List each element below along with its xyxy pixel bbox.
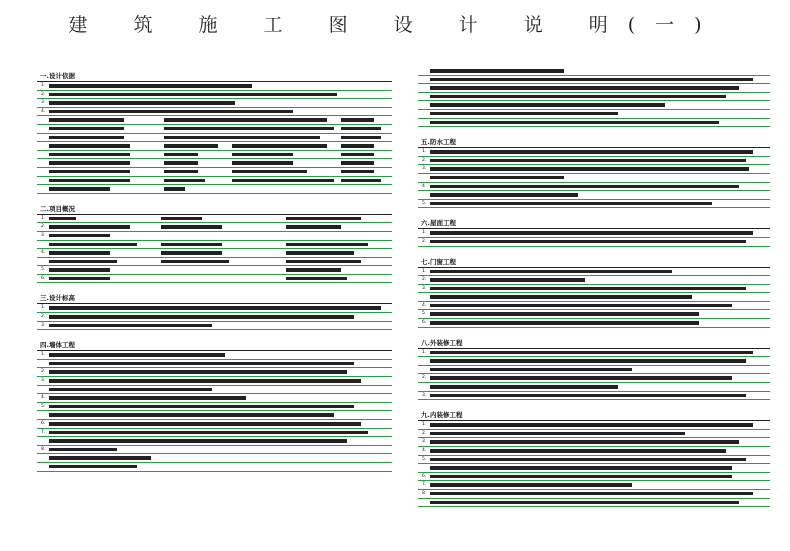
illegible-text-run: [49, 225, 130, 229]
text-line: [37, 108, 392, 117]
illegible-text-run: [161, 225, 222, 229]
illegible-text-run: [430, 240, 746, 244]
item-number: 1.: [422, 230, 427, 236]
item-number: 1.: [41, 352, 46, 358]
illegible-text-run: [49, 161, 130, 165]
section: [418, 65, 770, 127]
text-line: [37, 386, 392, 395]
illegible-text-run: [232, 170, 307, 174]
illegible-text-run: [430, 449, 726, 453]
illegible-text-run: [49, 110, 293, 114]
item-number: 2.: [422, 430, 427, 436]
item-number: 2.: [422, 157, 427, 163]
text-line: [418, 285, 770, 294]
text-line: [37, 241, 392, 250]
text-line: [37, 142, 392, 151]
text-line: [418, 238, 770, 247]
text-line: [37, 266, 392, 275]
text-line: [37, 99, 392, 108]
item-number: 3.: [422, 285, 427, 291]
item-number: 3.: [41, 232, 46, 238]
right-text-column: [418, 65, 770, 511]
illegible-text-run: [232, 136, 320, 140]
item-number: 1.: [422, 422, 427, 428]
illegible-text-run: [164, 118, 232, 122]
text-line: [418, 421, 770, 430]
section-heading: 九.内装修工程: [418, 409, 770, 421]
illegible-text-run: [430, 368, 632, 372]
text-line: [418, 93, 770, 102]
illegible-text-run: [430, 376, 732, 380]
illegible-text-run: [49, 306, 381, 310]
illegible-text-run: [286, 277, 347, 281]
illegible-text-run: [430, 295, 692, 299]
section-heading: 一.设计依据: [37, 70, 392, 82]
illegible-text-run: [286, 268, 340, 272]
text-line: [37, 159, 392, 168]
text-line: [418, 349, 770, 358]
section: [37, 70, 392, 194]
item-number: 6.: [41, 275, 46, 281]
illegible-text-run: [232, 118, 327, 122]
text-line: [418, 392, 770, 401]
section-heading: 四.墙体工程: [37, 339, 392, 351]
item-number: 4.: [422, 302, 427, 308]
section: [37, 292, 392, 330]
illegible-text-run: [286, 251, 354, 255]
text-line: [418, 293, 770, 302]
illegible-text-run: [430, 95, 726, 99]
illegible-text-run: [430, 103, 665, 107]
section-heading: 七.门窗工程: [418, 256, 770, 268]
text-line: [418, 148, 770, 157]
text-line: [37, 91, 392, 100]
text-line: [418, 183, 770, 192]
text-line: [37, 134, 392, 143]
item-number: 3.: [41, 378, 46, 384]
text-line: [37, 429, 392, 438]
item-number: 1.: [41, 83, 46, 88]
illegible-text-run: [430, 69, 564, 73]
section-heading: 三.设计标高: [37, 292, 392, 304]
item-number: 1.: [422, 268, 427, 274]
illegible-text-run: [430, 150, 753, 154]
text-line: [418, 456, 770, 465]
text-line: [37, 151, 392, 160]
item-number: 2.: [41, 314, 46, 320]
text-line: [418, 84, 770, 93]
text-line: [37, 377, 392, 386]
section-heading: 八.外装修工程: [418, 337, 770, 349]
illegible-text-run: [430, 351, 753, 355]
illegible-text-run: [430, 159, 746, 163]
illegible-text-run: [430, 394, 746, 398]
section: [418, 217, 770, 246]
illegible-text-run: [164, 144, 218, 148]
illegible-text-run: [49, 243, 137, 247]
illegible-text-run: [49, 315, 354, 319]
item-number: 3.: [422, 392, 427, 398]
illegible-text-run: [341, 153, 375, 157]
illegible-text-run: [49, 379, 361, 383]
illegible-text-run: [232, 161, 293, 165]
item-number: 6.: [422, 473, 427, 479]
text-line: [418, 157, 770, 166]
text-line: [418, 165, 770, 174]
text-line: [418, 302, 770, 311]
item-number: 2.: [41, 91, 46, 97]
text-line: [37, 258, 392, 267]
illegible-text-run: [49, 179, 130, 183]
text-line: [37, 223, 392, 232]
section: [37, 339, 392, 471]
text-line: [418, 357, 770, 366]
text-line: [37, 437, 392, 446]
illegible-text-run: [286, 217, 361, 221]
illegible-text-run: [430, 321, 699, 325]
illegible-text-run: [49, 84, 252, 88]
illegible-text-run: [164, 153, 198, 157]
illegible-text-run: [286, 243, 367, 247]
item-number: 4.: [41, 250, 46, 256]
illegible-text-run: [49, 405, 354, 409]
text-line: [418, 319, 770, 328]
item-number: 1.: [422, 349, 427, 355]
section: [418, 256, 770, 328]
illegible-text-run: [232, 127, 334, 131]
illegible-text-run: [341, 136, 382, 140]
text-line: [37, 232, 392, 241]
illegible-text-run: [49, 127, 124, 131]
illegible-text-run: [232, 179, 334, 183]
text-line: [418, 473, 770, 482]
item-number: 2.: [422, 375, 427, 381]
text-line: [37, 463, 392, 472]
text-line: [37, 125, 392, 134]
text-line: [37, 411, 392, 420]
illegible-text-run: [430, 86, 739, 90]
illegible-text-run: [49, 456, 151, 460]
illegible-text-run: [161, 243, 222, 247]
item-number: 1.: [422, 149, 427, 155]
text-line: [418, 499, 770, 508]
illegible-text-run: [430, 202, 712, 206]
illegible-text-run: [430, 483, 632, 487]
illegible-text-run: [49, 396, 246, 400]
text-line: [37, 351, 392, 360]
illegible-text-run: [286, 260, 361, 264]
text-line: [37, 168, 392, 177]
item-number: 4.: [41, 395, 46, 401]
item-number: 3.: [422, 439, 427, 445]
section-heading: 五.防水工程: [418, 136, 770, 148]
illegible-text-run: [49, 431, 368, 435]
item-number: 3.: [41, 322, 46, 328]
illegible-text-run: [430, 270, 672, 274]
text-line: [37, 313, 392, 322]
item-number: 8.: [41, 446, 46, 452]
text-line: [37, 82, 392, 91]
illegible-text-run: [430, 193, 578, 197]
illegible-text-run: [430, 432, 685, 436]
text-line: [37, 394, 392, 403]
illegible-text-run: [164, 179, 205, 183]
illegible-text-run: [49, 187, 110, 191]
illegible-text-run: [161, 260, 229, 264]
item-number: 5.: [422, 311, 427, 317]
illegible-text-run: [430, 312, 699, 316]
illegible-text-run: [49, 118, 124, 122]
item-number: 3.: [422, 166, 427, 172]
illegible-text-run: [430, 112, 618, 116]
text-line: [418, 383, 770, 392]
item-number: 5.: [41, 267, 46, 273]
text-line: [418, 76, 770, 85]
illegible-text-run: [49, 422, 361, 426]
illegible-text-run: [49, 170, 130, 174]
text-line: [37, 304, 392, 313]
left-text-column: [37, 65, 392, 476]
illegible-text-run: [430, 423, 753, 427]
item-number: 3.: [41, 100, 46, 106]
illegible-text-run: [49, 465, 137, 469]
text-line: [418, 119, 770, 128]
illegible-text-run: [49, 370, 347, 374]
text-line: [418, 438, 770, 447]
text-line: [37, 454, 392, 463]
item-number: 2.: [41, 369, 46, 375]
illegible-text-run: [49, 136, 124, 140]
illegible-text-run: [430, 304, 732, 308]
item-number: 2.: [422, 238, 427, 244]
text-line: [37, 185, 392, 194]
text-line: [418, 464, 770, 473]
item-number: 6.: [41, 421, 46, 426]
illegible-text-run: [286, 225, 340, 229]
illegible-text-run: [430, 231, 753, 235]
item-number: 2.: [41, 224, 46, 230]
section: [418, 409, 770, 507]
text-line: [37, 275, 392, 284]
text-line: [37, 322, 392, 331]
illegible-text-run: [430, 121, 719, 125]
illegible-text-run: [161, 217, 202, 221]
illegible-text-run: [430, 492, 753, 496]
illegible-text-run: [164, 170, 198, 174]
illegible-text-run: [49, 353, 225, 357]
text-line: [418, 374, 770, 383]
illegible-text-run: [341, 170, 375, 174]
text-line: [418, 191, 770, 200]
illegible-text-run: [430, 359, 746, 363]
illegible-text-run: [49, 277, 110, 281]
item-number: 5.: [422, 200, 427, 206]
item-number: 1.: [41, 305, 46, 311]
illegible-text-run: [49, 439, 347, 443]
text-line: [418, 174, 770, 183]
item-number: 6.: [422, 320, 427, 326]
illegible-text-run: [430, 176, 564, 180]
illegible-text-run: [49, 362, 354, 366]
item-number: 5.: [422, 456, 427, 462]
illegible-text-run: [430, 167, 749, 171]
section-heading: 六.屋面工程: [418, 217, 770, 229]
illegible-text-run: [430, 458, 746, 462]
text-line: [418, 366, 770, 375]
illegible-text-run: [430, 185, 739, 189]
illegible-text-run: [430, 385, 618, 389]
item-number: 4.: [41, 108, 46, 114]
illegible-text-run: [430, 278, 585, 282]
text-line: [37, 177, 392, 186]
text-line: [418, 310, 770, 319]
text-line: [37, 446, 392, 455]
illegible-text-run: [49, 144, 130, 148]
illegible-text-run: [430, 501, 739, 505]
illegible-text-run: [49, 448, 117, 452]
text-line: [418, 101, 770, 110]
text-line: [418, 481, 770, 490]
item-number: 2.: [422, 277, 427, 283]
illegible-text-run: [430, 466, 732, 470]
illegible-text-run: [49, 268, 110, 272]
illegible-text-run: [164, 161, 198, 165]
illegible-text-run: [341, 161, 375, 165]
text-line: [418, 268, 770, 277]
item-number: 7.: [41, 429, 46, 435]
illegible-text-run: [341, 144, 375, 148]
illegible-text-run: [49, 413, 334, 417]
text-line: [418, 447, 770, 456]
text-line: [37, 116, 392, 125]
illegible-text-run: [341, 127, 382, 131]
illegible-text-run: [341, 179, 382, 183]
section: [37, 203, 392, 284]
illegible-text-run: [49, 260, 117, 264]
illegible-text-run: [164, 127, 239, 131]
section: [418, 337, 770, 401]
page-title: 建 筑 施 工 图 设 计 说 明(一): [68, 14, 722, 36]
text-line: [418, 110, 770, 119]
illegible-text-run: [49, 324, 212, 328]
illegible-text-run: [430, 287, 746, 291]
section: [418, 136, 770, 208]
illegible-text-run: [49, 234, 110, 238]
text-line: [418, 276, 770, 285]
illegible-text-run: [49, 93, 337, 97]
illegible-text-run: [232, 144, 327, 148]
text-line: [37, 403, 392, 412]
item-number: 1.: [41, 215, 46, 221]
illegible-text-run: [430, 78, 753, 82]
illegible-text-run: [164, 136, 232, 140]
illegible-text-run: [430, 440, 739, 444]
illegible-text-run: [49, 217, 76, 221]
item-number: 4.: [422, 448, 427, 453]
illegible-text-run: [49, 101, 235, 105]
illegible-text-run: [164, 187, 184, 191]
text-line: [418, 67, 770, 76]
illegible-text-run: [430, 475, 732, 479]
text-line: [37, 215, 392, 224]
illegible-text-run: [49, 153, 130, 157]
text-line: [37, 360, 392, 369]
illegible-text-run: [232, 153, 293, 157]
text-line: [418, 229, 770, 238]
item-number: 4.: [422, 183, 427, 189]
item-number: 7.: [422, 482, 427, 488]
text-line: [37, 249, 392, 258]
illegible-text-run: [341, 118, 375, 122]
item-number: 5.: [41, 403, 46, 409]
illegible-text-run: [49, 388, 212, 392]
illegible-text-run: [49, 251, 110, 255]
text-line: [418, 430, 770, 439]
section-heading: 二.项目概况: [37, 203, 392, 215]
text-line: [418, 490, 770, 499]
text-line: [37, 368, 392, 377]
text-line: [418, 200, 770, 209]
text-line: [37, 420, 392, 429]
illegible-text-run: [161, 251, 222, 255]
item-number: 8.: [422, 490, 427, 496]
